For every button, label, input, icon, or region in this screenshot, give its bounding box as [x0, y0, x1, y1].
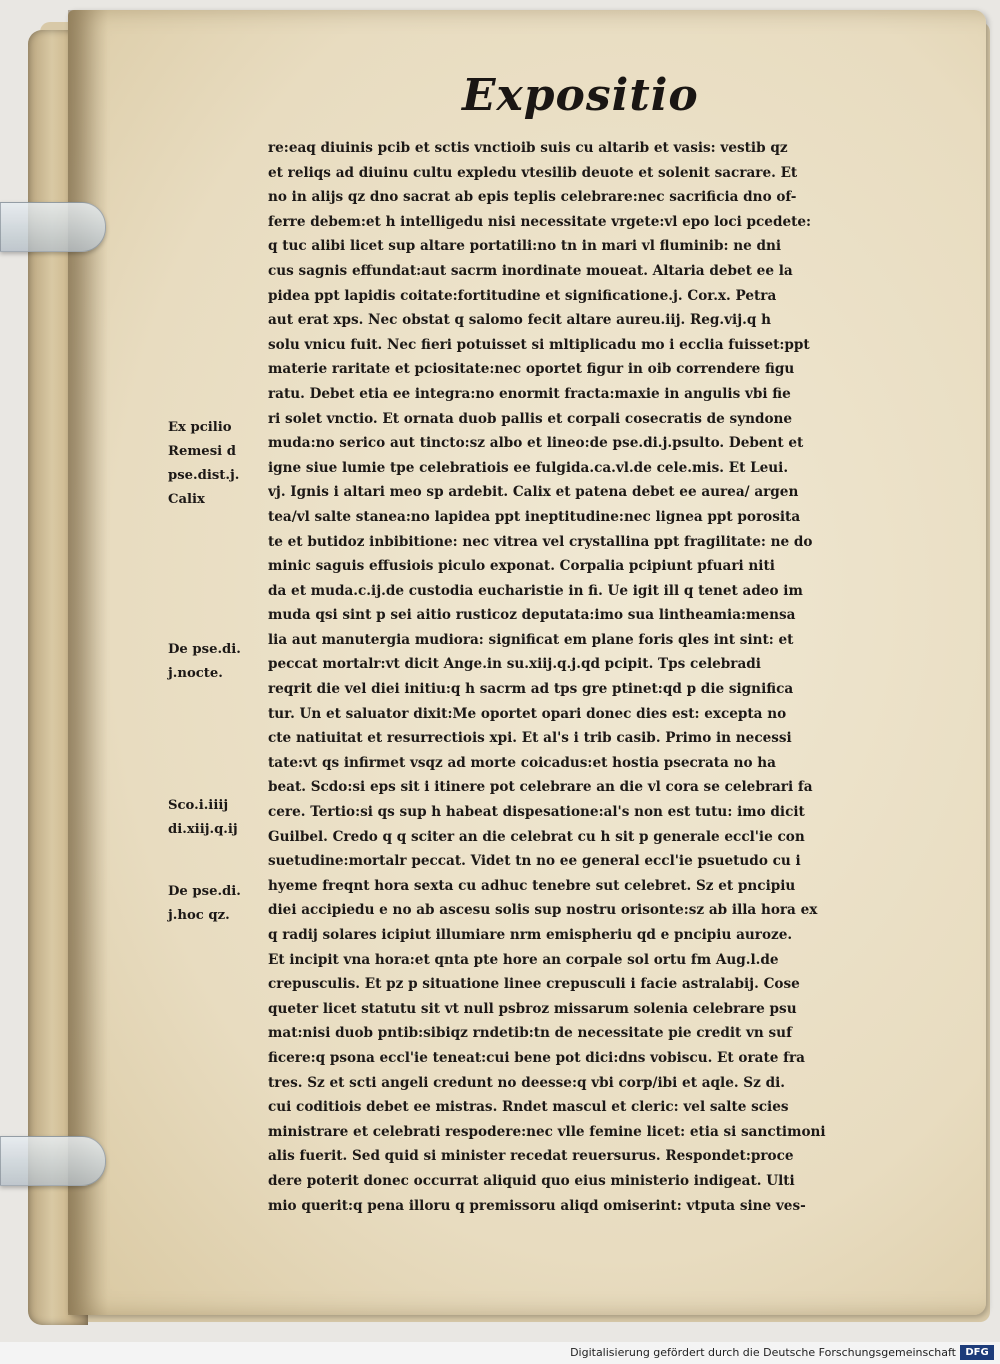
text-line: dere poterit donec occurrat aliquid quo eius ministerio indigeat. Ulti: [268, 1172, 795, 1189]
margin-note-line: De pse.di.: [168, 642, 241, 657]
text-line: tur. Un et saluator dixit:Me oportet opari donec dies est: excepta no: [268, 705, 787, 722]
margin-note-line: Remesi d: [168, 444, 236, 459]
margin-note: [168, 638, 268, 686]
margin-note: [168, 794, 268, 842]
text-line: igne siue lumie tpe celebratiois ee fulgida.ca.vl.de cele.mis. Et Leui.: [268, 459, 789, 476]
margin-note: [168, 416, 268, 512]
margin-note-line: di.xiij.q.ij: [168, 822, 238, 837]
text-line: lia aut manutergia mudiora: significat em plane foris qles int sint: et: [268, 631, 794, 648]
margin-note: [168, 880, 268, 928]
text-line: peccat mortalr:vt dicit Ange.in su.xiij.q.j.qd pcipit. Tps celebradi: [268, 656, 761, 673]
text-line: tate:vt qs infirmet vsqz ad morte coicadus:et hostia psecrata no ha: [268, 754, 776, 771]
text-line: ministrare et celebrati respodere:nec vlle femine licet: etia si sanctimoni: [268, 1123, 826, 1140]
text-line: crepusculis. Et pz p situatione linee crepusculi i facie astralabij. Cose: [268, 976, 800, 993]
text-line: queter licet statutu sit vt null psbroz missarum solenia celebrare psu: [268, 1000, 797, 1017]
text-line: re:eaq diuinis pcib et sctis vnctioib suis cu altarib et vasis: vestib qz: [268, 140, 788, 156]
text-line: ferre debem:et h intelligedu nisi necessitate vrgete:vl epo loci pcedete:: [268, 213, 812, 230]
text-line: mat:nisi duob pntib:sibiqz rndetib:tn de necessitate pie credit vn suf: [268, 1025, 792, 1042]
text-line: Guilbel. Credo q q sciter an die celebrat cu h sit p generale eccl'ie con: [268, 828, 805, 845]
text-line: minic saguis effusiois piculo exponat. Corpalia pcipiunt pfuari niti: [268, 558, 775, 575]
text-line: muda qsi sint p sei aitio rusticoz deputata:imo sua lintheamia:mensa: [268, 607, 796, 624]
page-clip-bottom: [0, 1136, 106, 1186]
text-line: pidea ppt lapidis coitate:fortitudine et significatione.j. Cor.x. Petra: [268, 287, 777, 304]
text-line: solu vnicu fuit. Nec fieri potuisset si mltiplicadu mo i ecclia fuisset:ppt: [268, 336, 810, 353]
text-line: ratu. Debet etia ee integra:no enormit fracta:maxie in angulis vbi fie: [268, 385, 791, 402]
text-line: alis fuerit. Sed quid si minister recedat reuersurus. Respondet:proce: [268, 1148, 794, 1165]
text-line: muda:no serico aut tincto:sz albo et lineo:de pse.di.j.psulto. Debent et: [268, 435, 804, 452]
body-text: [268, 136, 908, 1218]
margin-note-line: De pse.di.: [168, 884, 241, 899]
margin-note-line: Ex pcilio: [168, 420, 232, 435]
dfg-logo-icon: DFG: [960, 1345, 994, 1360]
text-line: Et incipit vna hora:et qnta pte hore an corpale sol ortu fm Aug.l.de: [268, 951, 779, 968]
page-heading: Expositio: [462, 70, 699, 121]
text-line: cere. Tertio:si qs sup h habeat dispesatione:al's non est tutu: imo dicit: [268, 804, 805, 821]
text-line: cus sagnis effundat:aut sacrm inordinate moueat. Altaria debet ee la: [268, 262, 793, 279]
margin-note-line: Calix: [168, 492, 205, 507]
text-line: tea/vl salte stanea:no lapidea ppt ineptitudine:nec lignea ppt porosita: [268, 508, 801, 525]
margin-note-line: j.nocte.: [168, 666, 223, 681]
text-line: diei accipiedu e no ab ascesu solis sup nostru orisonte:sz ab illa hora ex: [268, 902, 818, 919]
text-line: da et muda.c.ij.de custodia eucharistie in fi. Ue igit ill q tenet adeo im: [268, 582, 803, 599]
text-line: mio querit:q pena illoru q premissoru aliqd omiserint: vtputa sine ves-: [268, 1197, 806, 1214]
text-line: beat. Scdo:si eps sit i itinere pot celebrare an die vl cora se celebrari fa: [268, 779, 813, 796]
text-line: ri solet vnctio. Et ornata duob pallis et corpali cosecratis de syndone: [268, 410, 793, 427]
text-line: tres. Sz et scti angeli credunt no deesse:q vbi corp/ibi et aqle. Sz di.: [268, 1074, 785, 1091]
footer-bar: [0, 1342, 1000, 1364]
funding-credit: Digitalisierung gefördert durch die Deutsche Forschungsgemeinschaft: [570, 1346, 956, 1359]
text-line: et reliqs ad diuinu cultu expledu vtesilib deuote et solenit sacrare. Et: [268, 164, 798, 181]
text-line: q radij solares icipiut illumiare nrm emispheriu qd e pncipiu auroze.: [268, 927, 793, 943]
text-line: materie raritate et pciositate:nec oportet figur in oib correndere figu: [268, 361, 795, 378]
text-line: q tuc alibi licet sup altare portatili:no tn in mari vl fluminib: ne dni: [268, 238, 782, 255]
text-line: cte natiuitat et resurrectiois xpi. Et al's i trib casib. Primo in necessi: [268, 730, 792, 747]
margin-note-line: pse.dist.j.: [168, 468, 240, 483]
text-line: aut erat xps. Nec obstat q salomo fecit altare aureu.iij. Reg.vij.q h: [268, 312, 771, 329]
text-line: cui coditiois debet ee mistras. Rndet mascul et cleric: vel salte scies: [268, 1099, 789, 1116]
margin-note-line: j.hoc qz.: [168, 908, 230, 923]
text-line: suetudine:mortalr peccat. Videt tn no ee general eccl'ie psuetudo cu i: [268, 853, 801, 870]
text-line: hyeme freqnt hora sexta cu adhuc tenebre sut celebret. Sz et pncipiu: [268, 877, 796, 894]
page-clip-top: [0, 202, 106, 252]
text-line: ficere:q psona eccl'ie teneat:cui bene pot dici:dns vobiscu. Et orate fra: [268, 1049, 805, 1066]
text-line: no in alijs qz dno sacrat ab epis teplis celebrare:nec sacrificia dno of-: [268, 189, 797, 206]
text-line: reqrit die vel diei initiu:q h sacrm ad tps gre ptinet:qd p die significa: [268, 681, 794, 698]
text-line: vj. Ignis i altari meo sp ardebit. Calix et patena debet ee aurea/ argen: [268, 484, 799, 501]
text-line: te et butidoz inbibitione: nec vitrea vel crystallina ppt fragilitate: ne do: [268, 533, 813, 550]
margin-note-line: Sco.i.iiij: [168, 798, 229, 813]
